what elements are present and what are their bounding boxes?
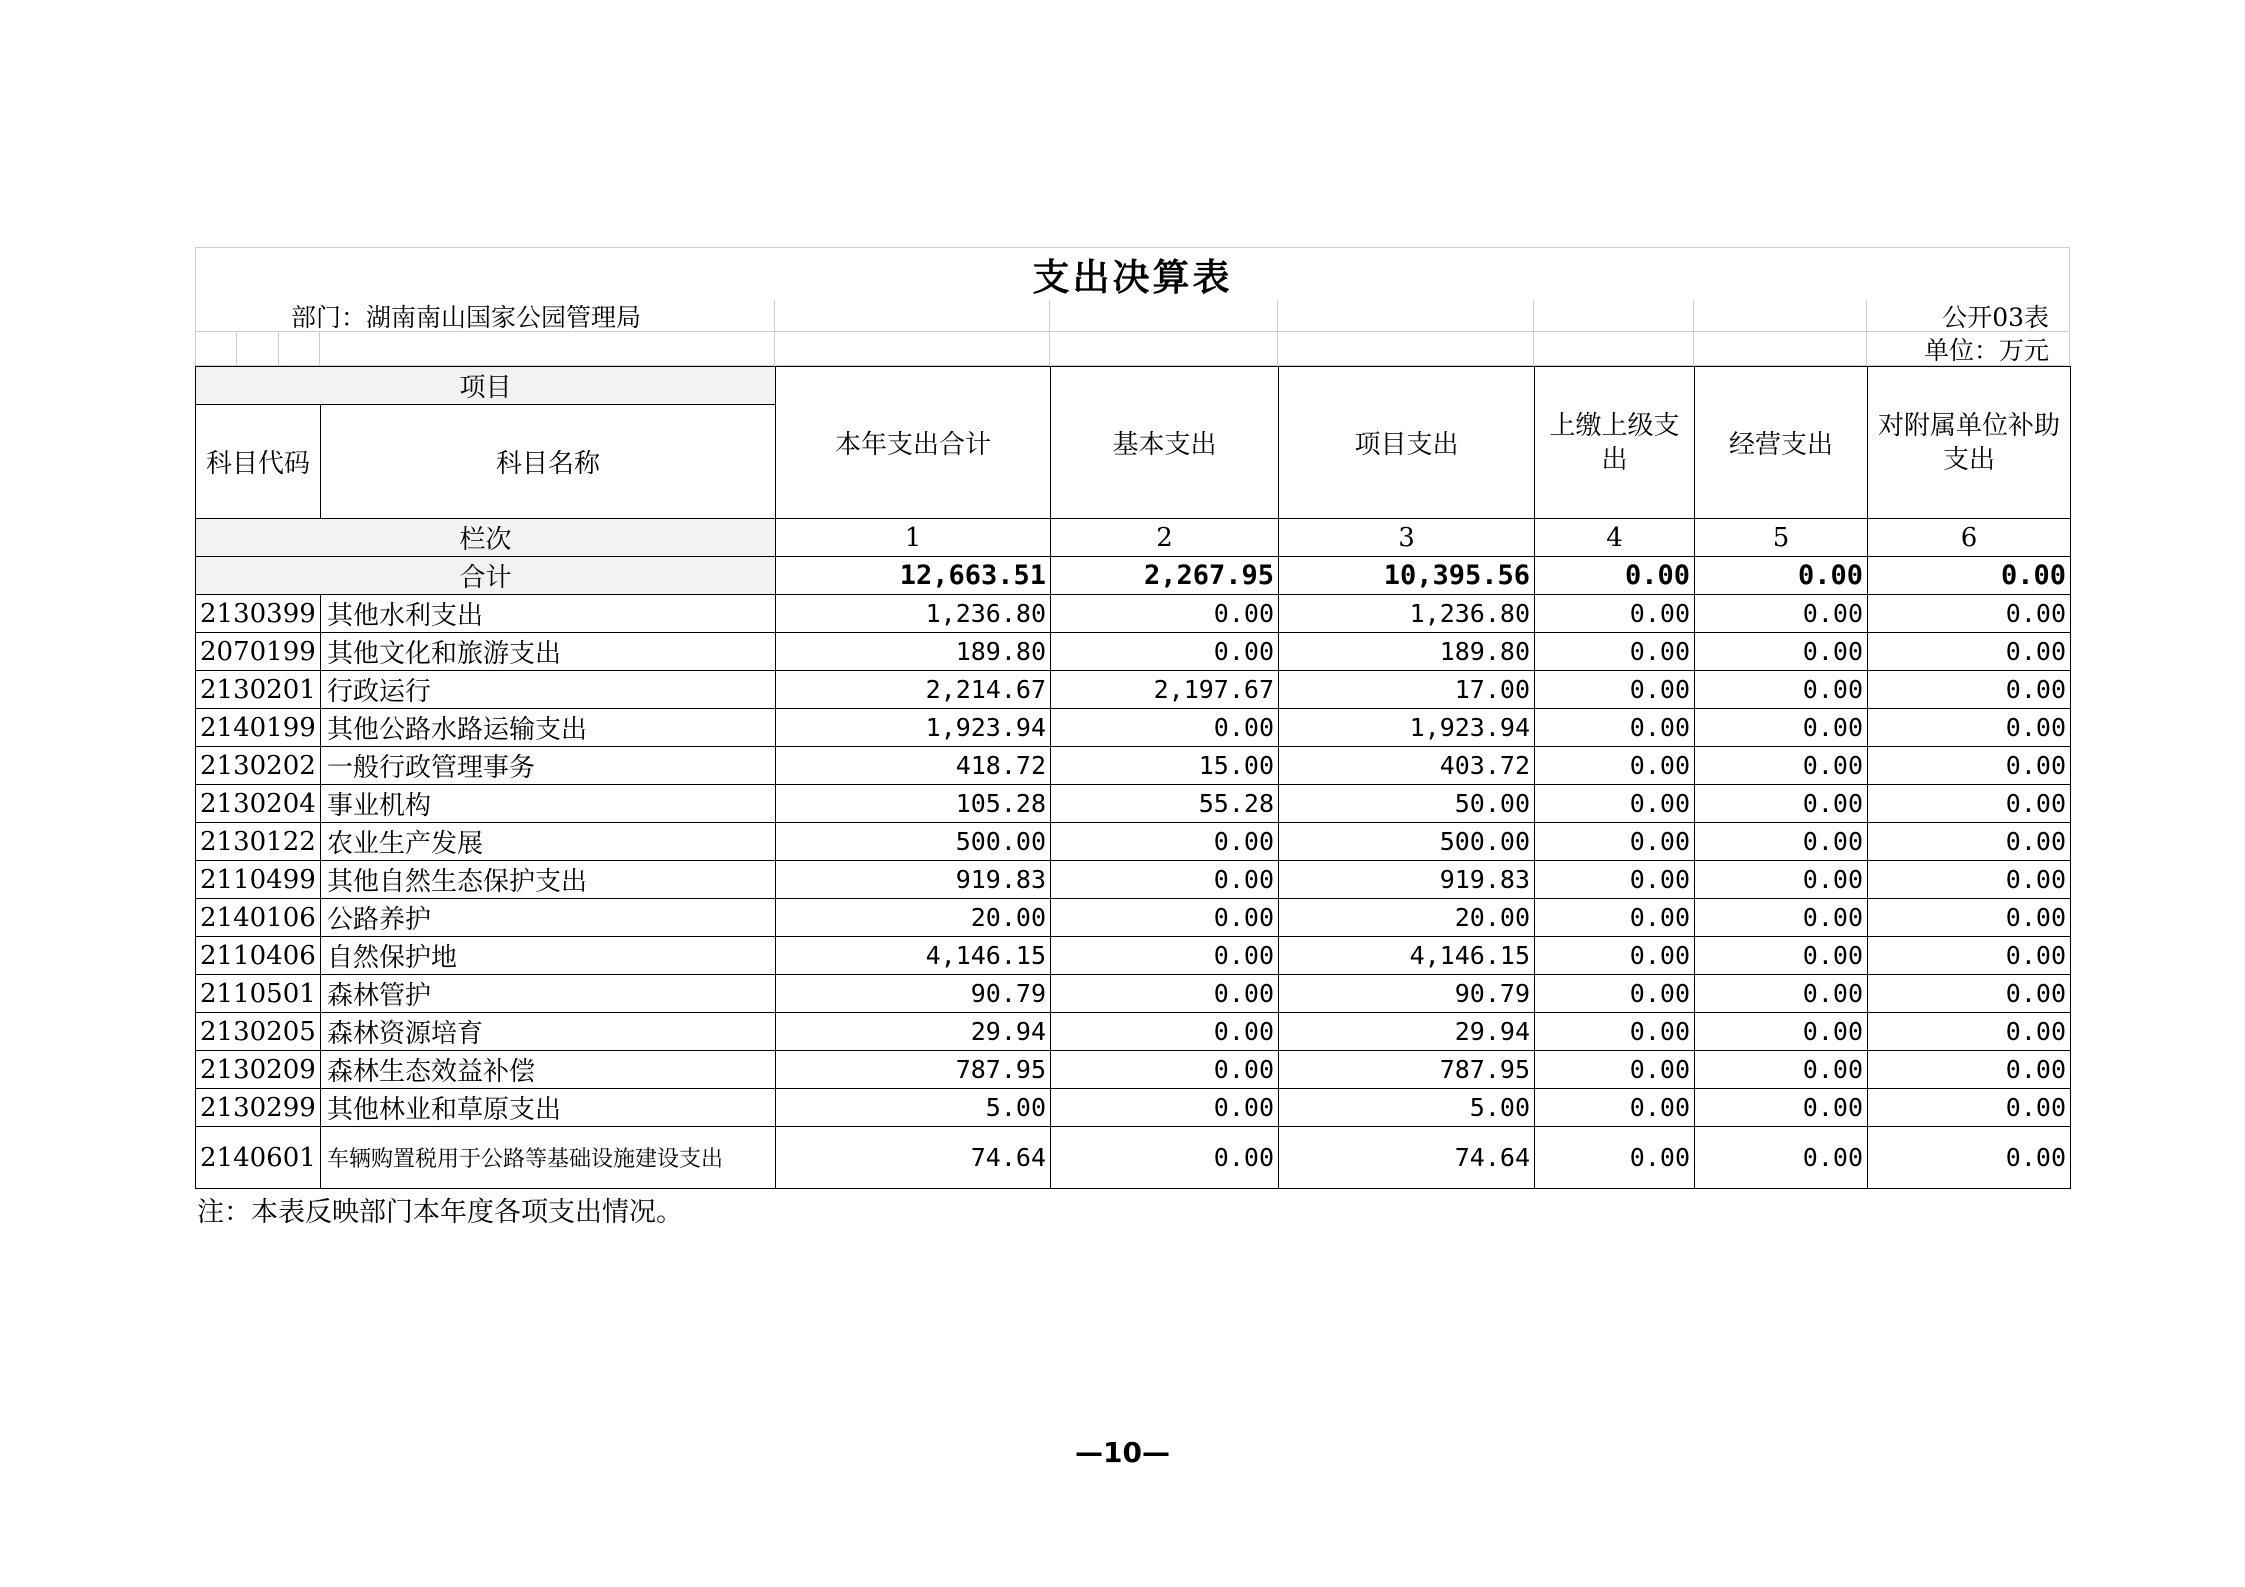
table-row	[196, 785, 2071, 823]
table-row	[196, 861, 2071, 899]
amount-cell: 1,923.94	[1279, 709, 1535, 747]
table-title: 支出决算表	[195, 247, 2070, 300]
amount-cell: 74.64	[776, 1127, 1051, 1189]
amount-cell: 787.95	[1279, 1051, 1535, 1089]
subject-name: 自然保护地	[321, 937, 776, 975]
subject-code: 2130122	[196, 823, 321, 861]
amount-cell: 0.00	[1868, 633, 2071, 671]
header-col3: 项目支出	[1279, 367, 1535, 519]
subject-code: 2140601	[196, 1127, 321, 1189]
subject-code: 2110406	[196, 937, 321, 975]
amount-cell: 0.00	[1535, 1051, 1695, 1089]
subject-name: 农业生产发展	[321, 823, 776, 861]
amount-cell: 0.00	[1695, 633, 1868, 671]
amount-cell: 0.00	[1868, 861, 2071, 899]
column-number-label: 栏次	[196, 519, 776, 557]
amount-cell: 0.00	[1051, 633, 1279, 671]
column-number: 4	[1535, 519, 1695, 557]
column-number-row	[196, 519, 2071, 557]
column-number: 2	[1051, 519, 1279, 557]
amount-cell: 0.00	[1051, 937, 1279, 975]
amount-cell: 5.00	[1279, 1089, 1535, 1127]
amount-cell: 90.79	[776, 975, 1051, 1013]
subject-name: 车辆购置税用于公路等基础设施建设支出	[321, 1127, 776, 1189]
total-label: 合计	[196, 557, 776, 595]
amount-cell: 0.00	[1051, 1127, 1279, 1189]
subject-code: 2110499	[196, 861, 321, 899]
page-number: —10—	[1075, 1436, 1170, 1469]
subject-code: 2130399	[196, 595, 321, 633]
subject-code: 2130299	[196, 1089, 321, 1127]
amount-cell: 0.00	[1051, 823, 1279, 861]
subject-name: 其他林业和草原支出	[321, 1089, 776, 1127]
amount-cell: 0.00	[1695, 899, 1868, 937]
column-number: 1	[776, 519, 1051, 557]
subject-code: 2140106	[196, 899, 321, 937]
amount-cell: 0.00	[1868, 975, 2071, 1013]
table-row	[196, 937, 2071, 975]
total-value: 10,395.56	[1279, 557, 1535, 595]
amount-cell: 29.94	[776, 1013, 1051, 1051]
amount-cell: 0.00	[1695, 595, 1868, 633]
total-value: 0.00	[1535, 557, 1695, 595]
amount-cell: 50.00	[1279, 785, 1535, 823]
table-row	[196, 1013, 2071, 1051]
amount-cell: 74.64	[1279, 1127, 1535, 1189]
column-number: 6	[1868, 519, 2071, 557]
subject-name: 其他公路水路运输支出	[321, 709, 776, 747]
amount-cell: 1,923.94	[776, 709, 1051, 747]
subject-code: 2130204	[196, 785, 321, 823]
expenditure-sheet	[195, 247, 2070, 1189]
amount-cell: 5.00	[776, 1089, 1051, 1127]
amount-cell: 787.95	[776, 1051, 1051, 1089]
amount-cell: 403.72	[1279, 747, 1535, 785]
amount-cell: 0.00	[1695, 1127, 1868, 1189]
table-row	[196, 671, 2071, 709]
amount-cell: 189.80	[1279, 633, 1535, 671]
amount-cell: 0.00	[1695, 709, 1868, 747]
amount-cell: 0.00	[1051, 1013, 1279, 1051]
amount-cell: 500.00	[776, 823, 1051, 861]
total-value: 0.00	[1695, 557, 1868, 595]
department-row	[195, 300, 2070, 332]
amount-cell: 0.00	[1051, 1051, 1279, 1089]
amount-cell: 0.00	[1051, 899, 1279, 937]
amount-cell: 4,146.15	[1279, 937, 1535, 975]
amount-cell: 418.72	[776, 747, 1051, 785]
amount-cell: 0.00	[1535, 633, 1695, 671]
amount-cell: 0.00	[1868, 1127, 2071, 1189]
amount-cell: 0.00	[1695, 671, 1868, 709]
header-col4: 上缴上级支出	[1535, 367, 1695, 519]
amount-cell: 17.00	[1279, 671, 1535, 709]
amount-cell: 0.00	[1868, 747, 2071, 785]
amount-cell: 0.00	[1868, 1089, 2071, 1127]
amount-cell: 0.00	[1695, 861, 1868, 899]
header-col6: 对附属单位补助支出	[1868, 367, 2071, 519]
amount-cell: 0.00	[1695, 937, 1868, 975]
subject-name: 公路养护	[321, 899, 776, 937]
subject-name: 森林资源培育	[321, 1013, 776, 1051]
amount-cell: 29.94	[1279, 1013, 1535, 1051]
amount-cell: 0.00	[1535, 937, 1695, 975]
amount-cell: 90.79	[1279, 975, 1535, 1013]
amount-cell: 0.00	[1868, 595, 2071, 633]
table-row	[196, 1089, 2071, 1127]
amount-cell: 0.00	[1535, 747, 1695, 785]
amount-cell: 189.80	[776, 633, 1051, 671]
subject-code: 2130209	[196, 1051, 321, 1089]
amount-cell: 1,236.80	[776, 595, 1051, 633]
table-row	[196, 975, 2071, 1013]
total-value: 2,267.95	[1051, 557, 1279, 595]
amount-cell: 0.00	[1535, 595, 1695, 633]
subject-code: 2130201	[196, 671, 321, 709]
amount-cell: 15.00	[1051, 747, 1279, 785]
amount-cell: 0.00	[1051, 1089, 1279, 1127]
amount-cell: 2,197.67	[1051, 671, 1279, 709]
amount-cell: 0.00	[1535, 1089, 1695, 1127]
subject-name: 森林管护	[321, 975, 776, 1013]
amount-cell: 0.00	[1695, 785, 1868, 823]
total-value: 0.00	[1868, 557, 2071, 595]
table-row	[196, 595, 2071, 633]
subject-name: 事业机构	[321, 785, 776, 823]
table-row	[196, 1127, 2071, 1189]
amount-cell: 0.00	[1535, 823, 1695, 861]
subject-code: 2110501	[196, 975, 321, 1013]
amount-cell: 105.28	[776, 785, 1051, 823]
amount-cell: 20.00	[776, 899, 1051, 937]
subject-code: 2130202	[196, 747, 321, 785]
table-row	[196, 747, 2071, 785]
amount-cell: 0.00	[1535, 785, 1695, 823]
table-row	[196, 1051, 2071, 1089]
amount-cell: 0.00	[1868, 937, 2071, 975]
amount-cell: 0.00	[1695, 1089, 1868, 1127]
amount-cell: 20.00	[1279, 899, 1535, 937]
table-row	[196, 899, 2071, 937]
header-name: 科目名称	[321, 405, 776, 519]
amount-cell: 0.00	[1868, 785, 2071, 823]
amount-cell: 919.83	[1279, 861, 1535, 899]
amount-cell: 0.00	[1868, 1051, 2071, 1089]
table-row	[196, 709, 2071, 747]
amount-cell: 0.00	[1535, 1013, 1695, 1051]
subject-code: 2130205	[196, 1013, 321, 1051]
amount-cell: 0.00	[1535, 975, 1695, 1013]
amount-cell: 0.00	[1695, 1051, 1868, 1089]
amount-cell: 0.00	[1695, 747, 1868, 785]
amount-cell: 919.83	[776, 861, 1051, 899]
blank-cells	[195, 332, 320, 366]
unit-row	[195, 332, 2070, 366]
total-value: 12,663.51	[776, 557, 1051, 595]
expenditure-table	[195, 366, 2071, 1189]
amount-cell: 0.00	[1695, 823, 1868, 861]
table-row	[196, 633, 2071, 671]
amount-cell: 0.00	[1535, 671, 1695, 709]
amount-cell: 0.00	[1868, 1013, 2071, 1051]
amount-cell: 0.00	[1051, 861, 1279, 899]
subject-code: 2070199	[196, 633, 321, 671]
table-row	[196, 823, 2071, 861]
total-row	[196, 557, 2071, 595]
amount-cell: 0.00	[1868, 823, 2071, 861]
subject-code: 2140199	[196, 709, 321, 747]
column-number: 5	[1695, 519, 1868, 557]
subject-name: 一般行政管理事务	[321, 747, 776, 785]
subject-name: 森林生态效益补偿	[321, 1051, 776, 1089]
amount-cell: 4,146.15	[776, 937, 1051, 975]
amount-cell: 0.00	[1535, 709, 1695, 747]
amount-cell: 0.00	[1868, 899, 2071, 937]
amount-cell: 1,236.80	[1279, 595, 1535, 633]
amount-cell: 0.00	[1051, 595, 1279, 633]
amount-cell: 0.00	[1868, 671, 2071, 709]
amount-cell: 0.00	[1535, 1127, 1695, 1189]
amount-cell: 0.00	[1535, 899, 1695, 937]
subject-name: 其他文化和旅游支出	[321, 633, 776, 671]
amount-cell: 0.00	[1695, 975, 1868, 1013]
amount-cell: 0.00	[1051, 975, 1279, 1013]
table-note: 注：本表反映部门本年度各项支出情况。	[197, 1197, 683, 1228]
table-code: 公开03表	[1867, 300, 2070, 332]
amount-cell: 0.00	[1535, 861, 1695, 899]
column-number: 3	[1279, 519, 1535, 557]
amount-cell: 500.00	[1279, 823, 1535, 861]
amount-cell: 0.00	[1051, 709, 1279, 747]
header-col5: 经营支出	[1695, 367, 1868, 519]
header-project: 项目	[196, 367, 776, 405]
amount-cell: 0.00	[1695, 1013, 1868, 1051]
unit-label: 单位：万元	[1867, 332, 2070, 366]
header-code: 科目代码	[196, 405, 321, 519]
header-col2: 基本支出	[1051, 367, 1279, 519]
amount-cell: 0.00	[1868, 709, 2071, 747]
header-col1: 本年支出合计	[776, 367, 1051, 519]
subject-name: 行政运行	[321, 671, 776, 709]
amount-cell: 2,214.67	[776, 671, 1051, 709]
department-label: 部门：湖南南山国家公园管理局	[195, 300, 775, 332]
subject-name: 其他水利支出	[321, 595, 776, 633]
amount-cell: 55.28	[1051, 785, 1279, 823]
subject-name: 其他自然生态保护支出	[321, 861, 776, 899]
